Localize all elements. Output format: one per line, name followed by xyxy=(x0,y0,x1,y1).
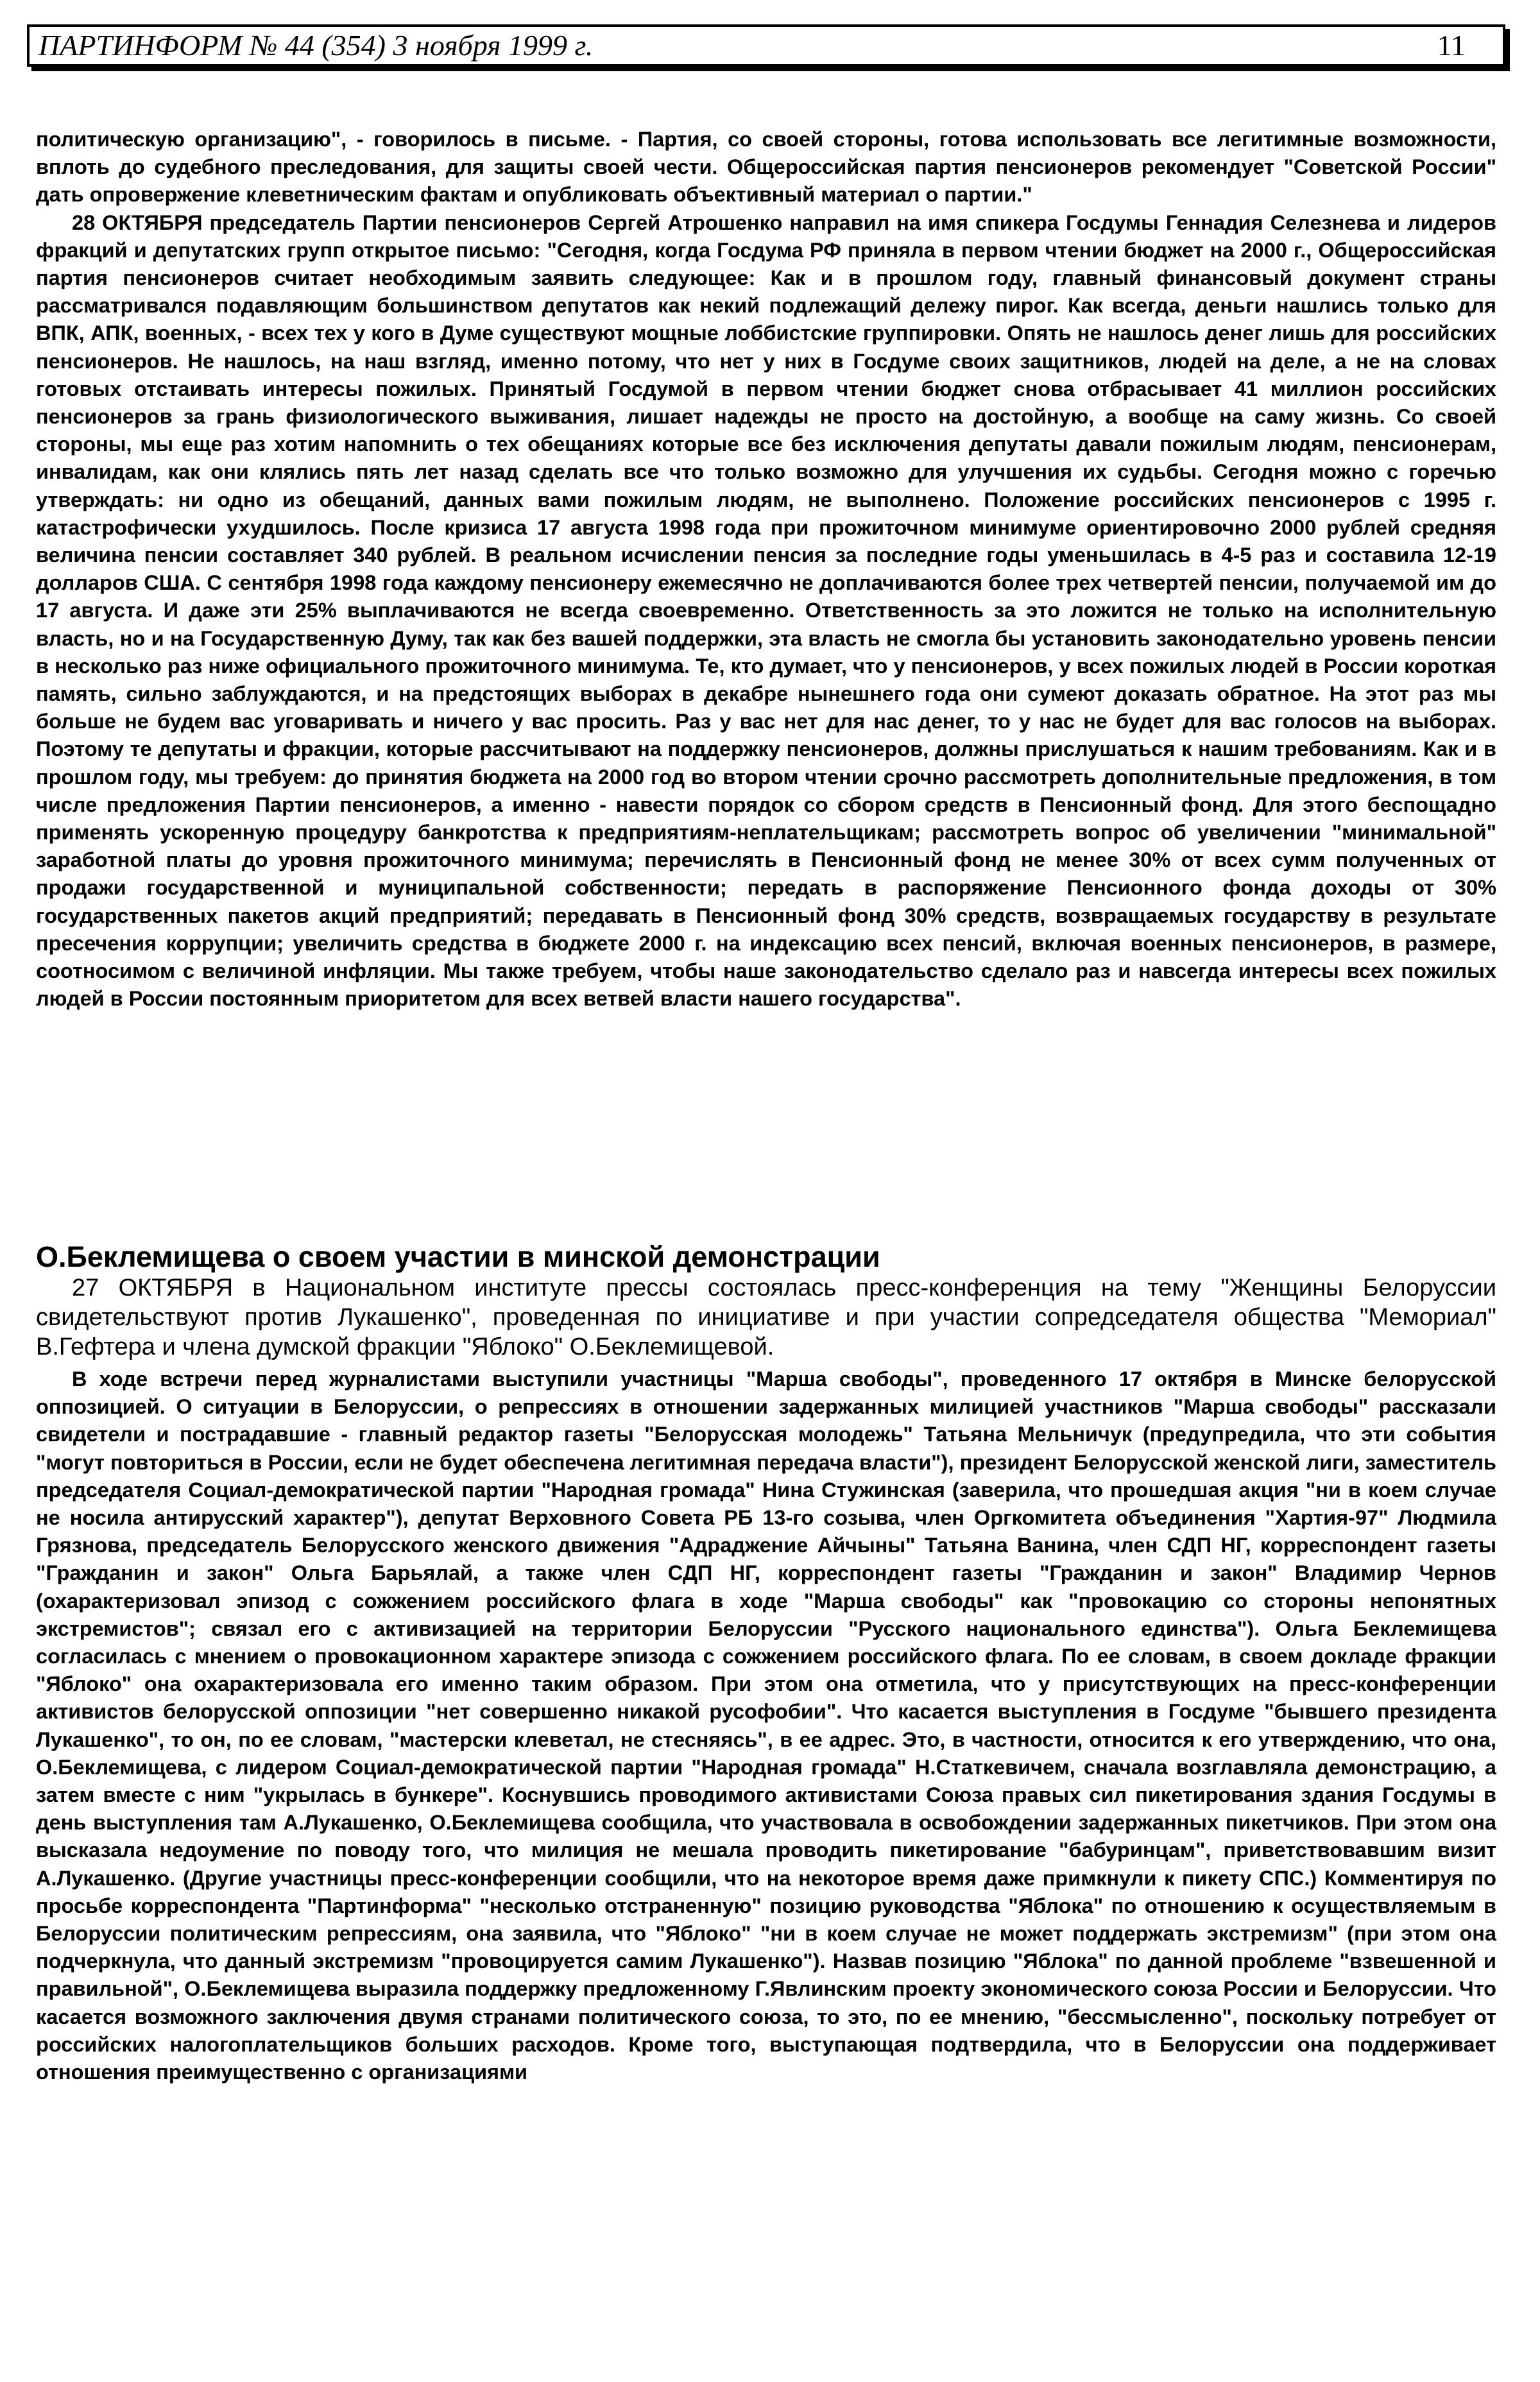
header-title: ПАРТИНФОРМ № 44 (354) 3 ноября 1999 г. xyxy=(38,29,594,62)
page-header xyxy=(27,24,1505,67)
article-2-title: О.Беклемищева о своем участии в минской демонстрации xyxy=(36,1240,880,1273)
article-1-continuation: политическую организацию", - говорилось в письме. - Партия, со своей стороны, готова использовать все легитимные возможности, вплоть до судебного преследования, для защиты своей чести. Общероссийская партия пенсионеров рекомендует "Советской России" дать опровержение клеветническим фактам и опубликовать объективный материал о партии." xyxy=(36,128,1496,207)
article-2-lead: 27 ОКТЯБРЯ в Национальном институте прессы состоялась пресс-конференция на тему "Женщины Белоруссии свидетельствуют против Лукашенко", проведенная по инициативе и при участии сопредседателя общества "Мемориал" В.Гефтера и члена думской фракции "Яблоко" О.Беклемищевой. xyxy=(36,1274,1496,1360)
article-2-body: В ходе встречи перед журналистами выступили участницы "Марша свободы", проведенного 17 октября в Минске белорусской оппозицией. О ситуации в Белоруссии, о репрессиях в отношении задержанных милицией участников "Марша свободы" рассказали свидетели и пострадавшие - главный редактор газеты "Белорусская молодежь" Татьяна Мельничук (предупредила, что эти события "могут повториться в России, если не будет обеспечена легитимная передача власти"), президент Белорусской женской лиги, заместитель председателя Социал-демократической партии "Народная громада" Нина Стужинская (заверила, что прошедшая акция "ни в коем случае не носила антирусский характер"), депутат Верховного Совета РБ 13-го созыва, член Оргкомитета объединения "Хартия-97" Людмила Грязнова, председатель Белорусского женского движения "Адраджение Айчыны" Татьяна Ванина, член СДП НГ, корреспондент газеты "Гражданин и закон" Ольга Барьялай, а также член СДП НГ, корреспондент газеты "Гражданин и закон" Владимир Чернов (охарактеризовал эпизод с сожжением российского флага в ходе "Марша свободы" как "провокацию со стороны непонятных экстремистов"; связал его с активизацией на территории Белоруссии "Русского национального единства"). Ольга Беклемищева согласилась с мнением о провокационном характере эпизода с сожжением российского флага. По ее словам, в своем докладе фракции "Яблоко" она охарактеризовала его именно таким образом. При этом она отметила, что у присутствующих на пресс-конференции активистов белорусской оппозиции "нет совершенно никакой русофобии". Что касается выступления в Госдуме "бывшего президента Лукашенко", то он, по ее словам, "мастерски клеветал, не стесняясь", в ее адрес. Это, в частности, относится к его утверждению, что она, О.Беклемищева, с лидером Социал-демократической партии "Народная громада" Н.Статкевичем, сначала возглавляла демонстрацию, а затем вместе с ним "укрылась в бункере". Коснувшись проводимого активистами Союза правых сил пикетирования здания Госдумы в день выступления там А.Лукашенко, О.Беклемищева сообщила, что участвовала в освобождении задержанных пикетчиков. При этом она высказала недоумение по поводу того, что милиция не мешала проводить пикетирование "бабуринцам", приветствовавшим визит А.Лукашенко. (Другие участницы пресс-конференции сообщили, что на некоторое время даже примкнули к пикету СПС.) Комментируя по просьбе корреспондента "Партинформа" "несколько отстраненную" позицию руководства "Яблока" по отношению к осуществляемым в Белоруссии политическим репрессиям, она заявила, что "Яблоко" "ни в коем случае не может поддержать экстремизм" (при этом она подчеркнула, что данный экстремизм "провоцируется самим Лукашенко"). Назвав позицию "Яблока" по данной проблеме "взвешенной и правильной", О.Беклемищева выразила поддержку предложенному Г.Явлинским проекту экономического союза России и Белоруссии. Что касается возможного заключения двумя странами политического союза, то это, по ее мнению, "бессмысленно", поскольку потребует от российских налогоплательщиков больших расходов. Кроме того, выступающая подтвердила, что в Белоруссии она поддерживает отношения преимущественно с организациями xyxy=(36,1367,1496,2084)
article-1 xyxy=(36,126,1496,1013)
page-number: 11 xyxy=(1437,29,1466,62)
article-1-paragraph: 28 ОКТЯБРЯ председатель Партии пенсионеров Сергей Атрошенко направил на имя спикера Госдумы Геннадия Селезнева и лидеров фракций и депутатских групп открытое письмо: "Сегодня, когда Госдума РФ приняла в первом чтении бюджет на 2000 г., Общероссийская партия пенсионеров считает необходимым заявить следующее: Как и в прошлом году, главный финансовый документ страны рассматривался подавляющим большинством депутатов как некий подлежащий дележу пирог. Как всегда, деньги нашлись только для ВПК, АПК, военных, - всех тех у кого в Думе существуют мощные лоббистские группировки. Опять не нашлось денег лишь для российских пенсионеров. Не нашлось, на наш взгляд, именно потому, что нет у них в Госдуме своих защитников, людей на деле, а не на словах готовых отстаивать интересы пожилых. Принятый Госдумой в первом чтении бюджет снова отбрасывает 41 миллион российских пенсионеров за грань физиологического выживания, лишает надежды не просто на достойную, а вообще на саму жизнь. Со своей стороны, мы еще раз хотим напомнить о тех обещаниях которые все без исключения депутаты давали пожилым людям, пенсионерам, инвалидам, как они клялись пять лет назад сделать все что только возможно для улучшения их судьбы. Сегодня можно с горечью утверждать: ни одно из обещаний, данных вами пожилым людям, не выполнено. Положение российских пенсионеров с 1995 г. катастрофически ухудшилось. После кризиса 17 августа 1998 года при прожиточном минимуме ориентировочно 2000 рублей средняя величина пенсии составляет 340 рублей. В реальном исчислении пенсия за последние годы уменьшилась в 4-5 раз и составила 12-19 долларов США. С сентября 1998 года каждому пенсионеру ежемесячно не доплачиваются более трех четвертей пенсии, получаемой им до 17 августа. И даже эти 25% выплачиваются не всегда своевременно. Ответственность за это ложится не только на исполнительную власть, но и на Государственную Думу, так как без вашей поддержки, эта власть не смогла бы установить законодательно уровень пенсии в несколько раз ниже официального прожиточного минимума. Те, кто думает, что у пенсионеров, у всех пожилых людей в России короткая память, сильно заблуждаются, и на предстоящих выборах в декабре нынешнего года они сумеют доказать обратное. На этот раз мы больше не будем вас уговаривать и ничего у вас просить. Раз у вас нет для нас денег, то у нас не будет для вас голосов на выборах. Поэтому те депутаты и фракции, которые рассчитывают на поддержку пенсионеров, должны прислушаться к нашим требованиям. Как и в прошлом году, мы требуем: до принятия бюджета на 2000 год во втором чтении срочно рассмотреть дополнительные предложения, в том числе предложения Партии пенсионеров, а именно - навести порядок со сбором средств в Пенсионный фонд. Для этого беспощадно применять ускоренную процедуру банкротства к предприятиям-неплательщикам; рассмотреть вопрос об увеличении "минимальной" заработной платы до уровня прожиточного минимума; перечислять в Пенсионный фонд не менее 30% от всех сумм полученных от продажи государственной и муниципальной собственности; передать в распоряжение Пенсионного фонда доходы от 30% государственных пакетов акций предприятий; передавать в Пенсионный фонд 30% средств, возвращаемых государству в результате пресечения коррупции; увеличить средства в бюджете 2000 г. на индексацию всех пенсий, включая военных пенсионеров, в размере, соотносимом с величиной инфляции. Мы также требуем, чтобы наше законодательство сделало раз и навсегда интересы всех пожилых людей в России постоянным приоритетом для всех ветвей власти нашего государства". xyxy=(36,210,1496,1011)
article-2 xyxy=(36,1241,1496,2086)
